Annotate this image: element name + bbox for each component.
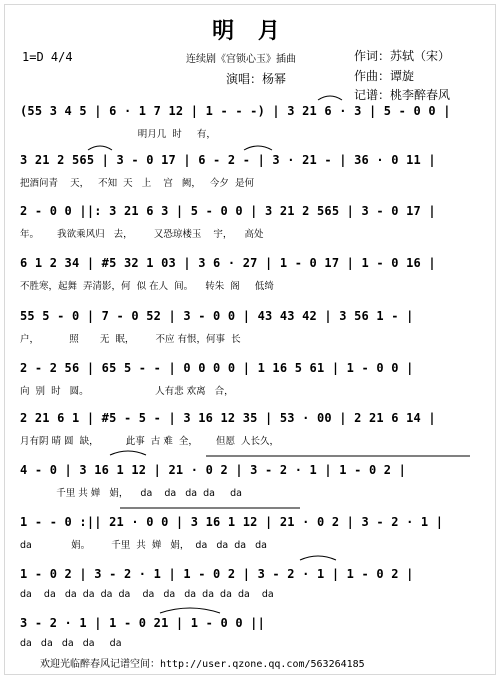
score-line-1-notes: (55 3 4 5 | 6 · 1 7 12 | 1 - - -) | 3 21 6 · 3 | 5 - 0 0 | — [20, 104, 451, 118]
song-title: 明 月 — [212, 18, 288, 44]
transcriber-credit: 记谱：桃李醉春风 — [354, 88, 451, 102]
score-line-10-lyrics: da da da da da da da da da da da da da — [20, 589, 274, 600]
score-line-5-notes: 55 5 - 0 | 7 - 0 52 | 3 - 0 0 | 43 43 42 | 3 56 1 - | — [20, 309, 414, 323]
score-line-5-lyrics: 户， 照 无 眠， 不应 有恨，何事 长 — [20, 334, 241, 345]
score-line-10-notes: 1 - 0 2 | 3 - 2 · 1 | 1 - 0 2 | 3 - 2 · 1 | 1 - 0 2 | — [20, 567, 414, 581]
score-line-6-lyrics: 向 别 时 圆。 人有悲 欢离 合， — [20, 386, 234, 397]
score-line-8-notes: 4 - 0 | 3 16 1 12 | 21 · 0 2 | 3 - 2 · 1 | 1 - 0 2 | — [20, 463, 407, 477]
key-signature: 1=D 4/4 — [22, 50, 73, 64]
score-line-7-notes: 2 21 6 1 | #5 - 5 - | 3 16 12 35 | 53 · 00 | 2 21 6 14 | — [20, 411, 436, 425]
score-line-7-lyrics: 月有阴 晴 圆 缺， 此事 古 难 全， 但愿 人长久， — [20, 436, 280, 447]
score-line-4-notes: 6 1 2 34 | #5 32 1 03 | 3 6 · 27 | 1 - 0 17 | 1 - 0 16 | — [20, 256, 436, 270]
footer-credit: 欢迎光临醉春风记谱空间：http://user.qzone.qq.com/563264185 — [40, 659, 365, 670]
score-line-8-lyrics: 千里 共 婵 娟， da da da da da — [20, 488, 242, 499]
score-line-2-lyrics: 把酒问青 天， 不知 天 上 宫 阙， 今夕 是何 — [20, 178, 254, 189]
composer-credit: 作曲：谭旋 — [354, 69, 415, 83]
lyricist-credit: 作词：苏轼（宋） — [354, 49, 451, 63]
score-line-4-lyrics: 不胜寒，起舞 弄清影，何 似 在人 间。 转朱 阁 低绮 — [20, 281, 274, 292]
score-line-3-notes: 2 - 0 0 ||: 3 21 6 3 | 5 - 0 0 | 3 21 2 565 | 3 - 0 17 | — [20, 204, 436, 218]
score-line-3-lyrics: 年。 我欲乘风归 去， 又恐琼楼玉 宇， 高处 — [20, 229, 264, 240]
score-line-6-notes: 2 - 2 56 | 65 5 - - | 0 0 0 0 | 1 16 5 61 | 1 - 0 0 | — [20, 361, 414, 375]
subtitle: 连续剧《宫锁心玉》插曲 — [186, 54, 296, 65]
score-line-2-notes: 3 21 2 565 | 3 - 0 17 | 6 - 2 - | 3 · 21 - | 36 · 0 11 | — [20, 153, 436, 167]
score-line-11-lyrics: da da da da da — [20, 638, 122, 649]
score-line-9-notes: 1 - - 0 :|| 21 · 0 0 | 3 16 1 12 | 21 · 0 2 | 3 - 2 · 1 | — [20, 515, 444, 529]
score-line-11-notes: 3 - 2 · 1 | 1 - 0 21 | 1 - 0 0 || — [20, 616, 266, 630]
singer-credit: 演唱：杨幂 — [226, 72, 287, 86]
score-line-9-lyrics: da 娟。 千里 共 婵 娟， da da da da — [20, 540, 267, 551]
score-line-1-lyrics: 明月几 时 有， — [20, 129, 216, 140]
